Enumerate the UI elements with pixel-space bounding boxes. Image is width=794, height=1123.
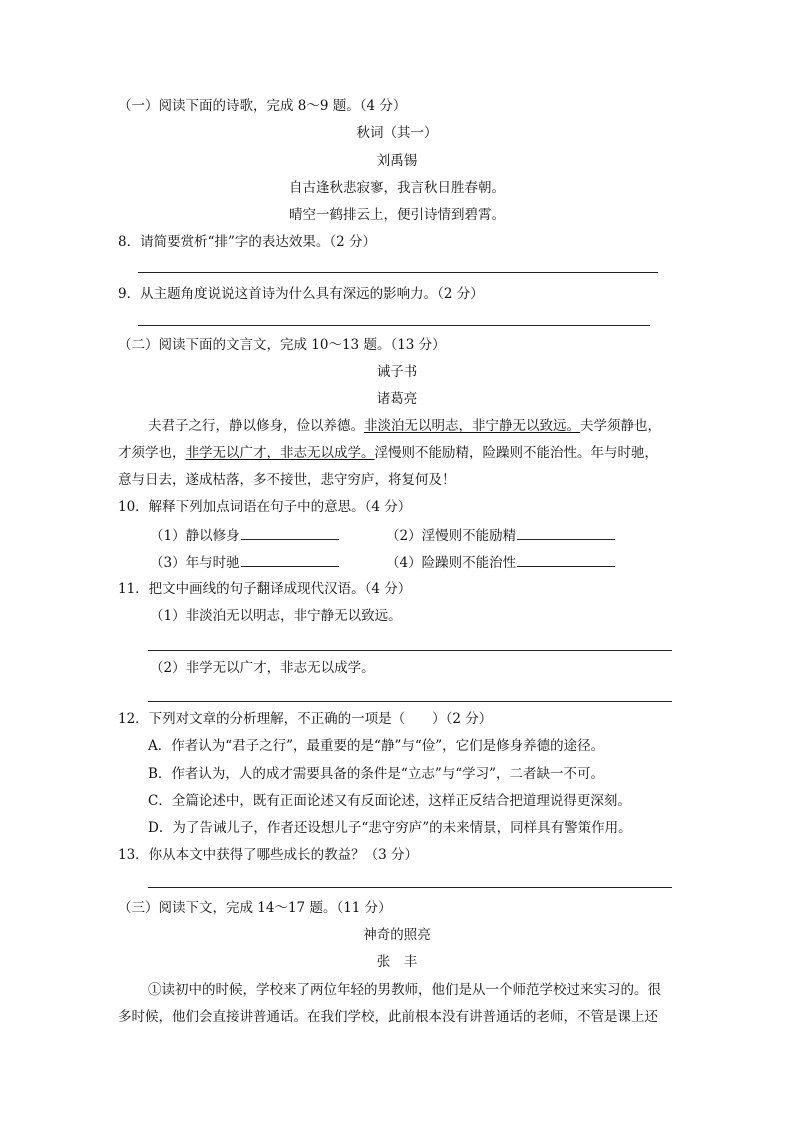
article-title: 神奇的照亮: [363, 927, 431, 943]
section3-header: （三）阅读下文，完成 14～17 题。（11 分）: [118, 900, 392, 916]
passage-paragraph-line-2: [118, 444, 658, 462]
answer-line-q8[interactable]: [138, 272, 658, 273]
q10-item-label: （1）静以修身: [150, 528, 240, 544]
passage-text: 淫慢则不能励精，险躁则不能治性。年与时驰，: [374, 445, 658, 461]
question-11: 11．把文中画线的句子翻译成现代汉语。（4 分）: [118, 581, 412, 597]
answer-blank[interactable]: [241, 553, 339, 567]
passage-text: 才须学也，: [118, 445, 186, 461]
q12-option-a: A．作者认为“君子之行”，最重要的是“静”与“俭”，它们是修身养德的途径。: [148, 738, 605, 754]
passage-paragraph-line-3: 意与日去，遂成枯落，多不接世，悲守穷庐，将复何及！: [118, 472, 456, 488]
question-13: 13．你从本文中获得了哪些成长的教益？（3 分）: [118, 847, 419, 863]
answer-blank[interactable]: [517, 553, 615, 567]
answer-blank[interactable]: [517, 526, 615, 540]
question-9: 9．从主题角度说说这首诗为什么具有深远的影响力。（2 分）: [118, 286, 484, 302]
question-8: 8．请简要赏析“排”字的表达效果。（2 分）: [118, 234, 377, 250]
question-12: 12．下列对文章的分析理解，不正确的一项是（ ）（2 分）: [118, 711, 493, 727]
poem-title: 秋词（其一）: [356, 125, 438, 141]
answer-line-q9[interactable]: [138, 325, 650, 326]
q10-item-4: [386, 553, 615, 572]
passage-author: 诸葛亮: [376, 391, 418, 407]
q10-item-label: （4）险躁则不能治性: [386, 555, 517, 571]
poem-line-1: 自古逢秋悲寂寥，我言秋日胜春朝。: [289, 180, 505, 196]
q12-option-c: C．全篇论述中，既有正面论述又有反面论述，这样正反结合把道理说得更深刻。: [148, 793, 631, 809]
q10-item-label: （2）淫慢则不能励精: [386, 528, 517, 544]
answer-line-q11-2[interactable]: [148, 701, 672, 702]
q10-item-label: （3）年与时驰: [150, 555, 240, 571]
poem-line-2: 晴空一鹤排云上，便引诗情到碧霄。: [289, 207, 505, 223]
answer-line-q11-1[interactable]: [148, 650, 672, 651]
article-paragraph-line-1: ①读初中的时候，学校来了两位年轻的男教师，他们是从一个师范学校过来实习的。很: [148, 982, 661, 998]
article-paragraph-line-2: 多时候，他们会直接讲普通话。在我们学校，此前根本没有讲普通话的老师，不管是课上还: [118, 1009, 658, 1025]
answer-blank[interactable]: [241, 526, 339, 540]
section1-header: （一）阅读下面的诗歌，完成 8～9 题。（4 分）: [118, 98, 407, 114]
passage-text: 夫学须静也，: [580, 418, 661, 434]
q10-item-1: [150, 526, 339, 545]
article-author: 张 丰: [376, 954, 418, 970]
q12-option-b: B．作者认为，人的成才需要具备的条件是“立志”与“学习”，二者缺一不可。: [148, 766, 605, 782]
q11-item-2: （2）非学无以广才，非志无以成学。: [150, 660, 375, 676]
underlined-sentence-1: 非淡泊无以明志，非宁静无以致远。: [364, 418, 580, 434]
q10-item-2: [386, 526, 615, 545]
poem-author: 刘禹锡: [376, 153, 418, 169]
q10-item-3: [150, 553, 339, 572]
q11-item-1: （1）非淡泊无以明志，非宁静无以致远。: [150, 608, 402, 624]
question-10: 10．解释下列加点词语在句子中的意思。（4 分）: [118, 499, 412, 515]
underlined-sentence-2: 非学无以广才，非志无以成学。: [185, 445, 375, 461]
passage-text: 夫君子之行，静以修身，俭以养德。: [148, 418, 364, 434]
passage-paragraph-line-1: [148, 417, 661, 435]
answer-line-q13[interactable]: [148, 887, 672, 888]
passage-title: 诫子书: [376, 364, 418, 380]
section2-header: （二）阅读下面的文言文，完成 10～13 题。（13 分）: [118, 337, 446, 353]
q12-option-d: D．为了告诫儿子，作者还设想儿子“悲守穷庐”的未来情景，同样具有警策作用。: [148, 820, 632, 836]
